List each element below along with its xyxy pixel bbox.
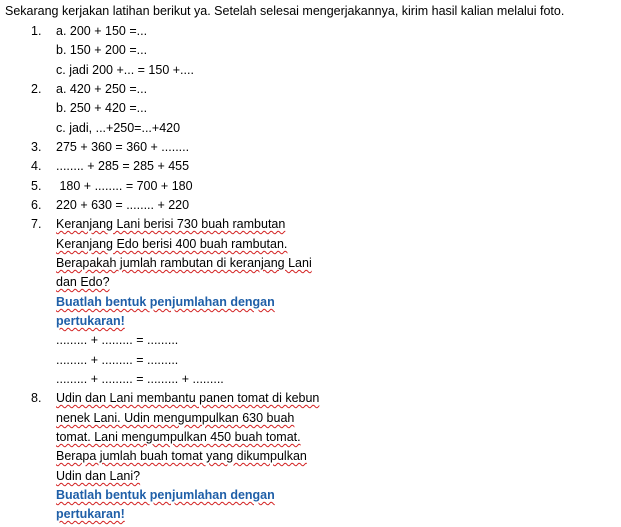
item-line: c. jadi 200 +... = 150 +.... [56, 63, 194, 77]
answer-blank: ......... + ......... = ......... [56, 333, 179, 347]
answer-blank: ......... + ......... = ......... [56, 353, 179, 367]
item-line: nenek Lani. Udin mengumpulkan 630 buah [56, 411, 295, 425]
item-line: dan Edo? [56, 275, 110, 289]
item-line: 180 + ........ = 700 + 180 [56, 179, 193, 193]
item-line: a. 420 + 250 =... [56, 82, 148, 96]
item-line: Keranjang Edo berisi 400 buah rambutan. [56, 237, 288, 251]
item-line: tomat. Lani mengumpulkan 450 buah tomat. [56, 430, 301, 444]
item-number: 7. [31, 217, 42, 231]
item-line: Berapakah jumlah rambutan di keranjang Lani [56, 256, 312, 270]
item-number: 5. [31, 179, 42, 193]
instruction-text: pertukaran! [56, 507, 125, 521]
item-number: 8. [31, 391, 42, 405]
item-line: b. 250 + 420 =... [56, 101, 148, 115]
item-line: a. 200 + 150 =... [56, 24, 148, 38]
item-number: 6. [31, 198, 42, 212]
item-line: ........ + 285 = 285 + 455 [56, 159, 190, 173]
item-line: Keranjang Lani berisi 730 buah rambutan [56, 217, 286, 231]
item-number: 2. [31, 82, 42, 96]
item-line: 275 + 360 = 360 + ........ [56, 140, 190, 154]
item-line: b. 150 + 200 =... [56, 43, 148, 57]
item-number: 3. [31, 140, 42, 154]
intro-text: Sekarang kerjakan latihan berikut ya. Setelah selesai mengerjakannya, kirim hasil kalian melalui foto. [5, 4, 565, 18]
answer-blank: ......... + ......... = ......... + ......... [56, 372, 224, 386]
item-line: Berapa jumlah buah tomat yang dikumpulkan [56, 449, 307, 463]
item-line: Udin dan Lani? [56, 469, 141, 483]
item-number: 1. [31, 24, 42, 38]
item-line: 220 + 630 = ........ + 220 [56, 198, 190, 212]
instruction-text: pertukaran! [56, 314, 125, 328]
instruction-text: Buatlah bentuk penjumlahan dengan [56, 295, 275, 309]
item-line: c. jadi, ...+250=...+420 [56, 121, 181, 135]
item-line: Udin dan Lani membantu panen tomat di kebun [56, 391, 320, 405]
item-number: 4. [31, 159, 42, 173]
instruction-text: Buatlah bentuk penjumlahan dengan [56, 488, 275, 502]
